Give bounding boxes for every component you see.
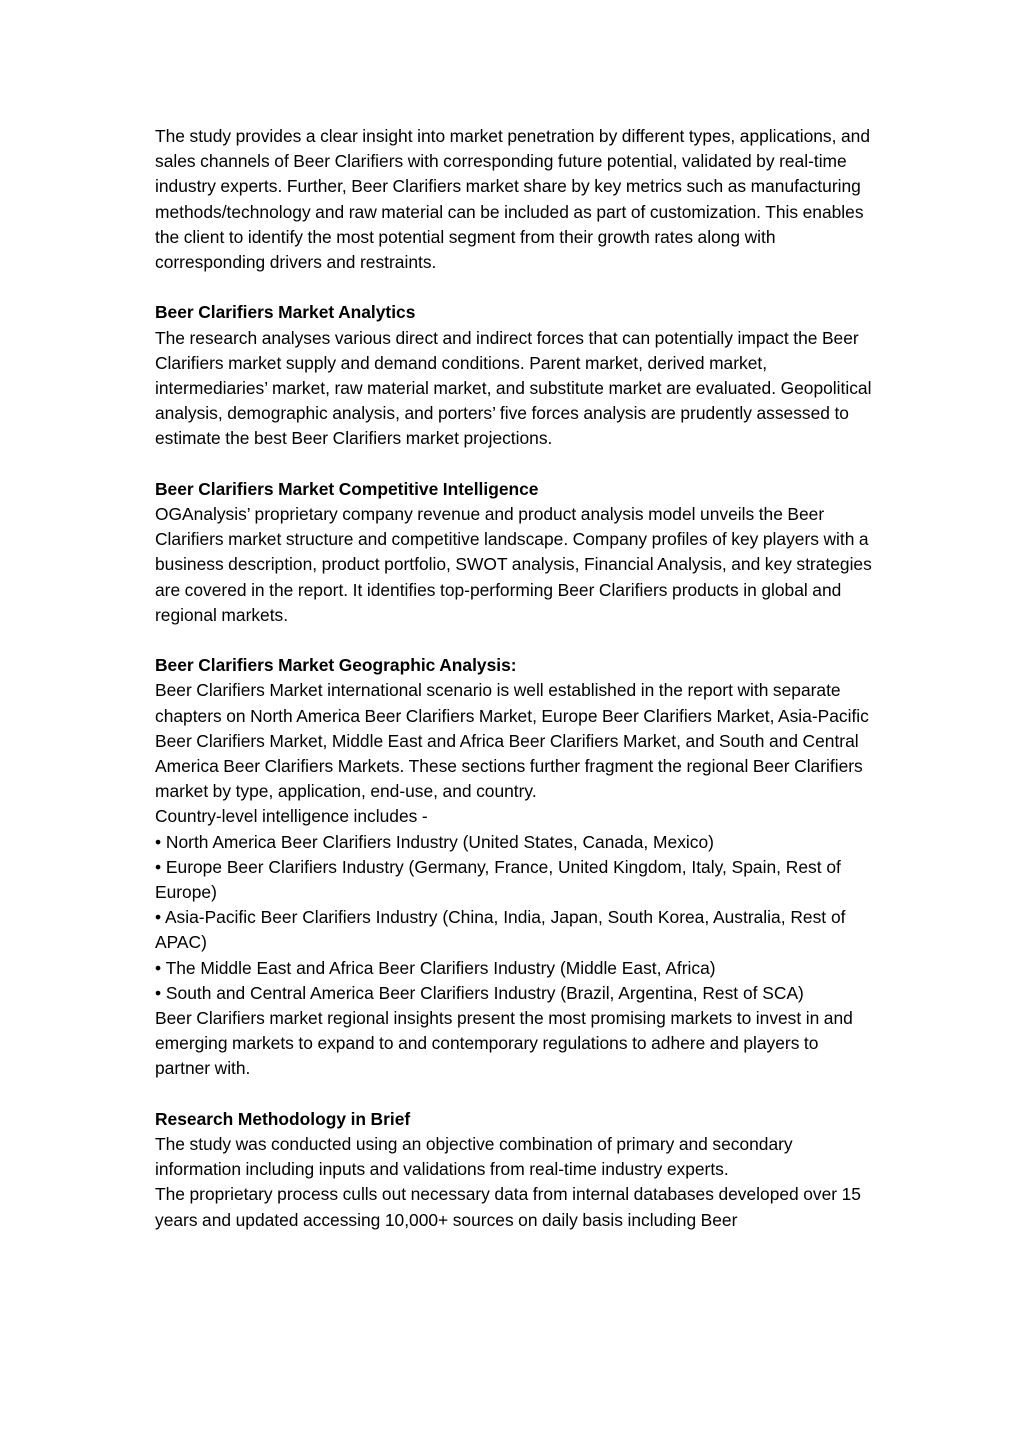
geographic-list-intro: Country-level intelligence includes - <box>155 806 428 827</box>
intro-paragraph: The study provides a clear insight into market penetration by different types, applications, and sales channels of Beer Clarifiers with corresponding future potential, validated by real-time industry experts. Further, Beer Clarifiers market share by key metrics such as manufacturing methods/technology and raw material can be included as part of customization. This enables the client to identify the most potential segment from their growth rates along with corresponding drivers and restraints. <box>155 126 871 273</box>
geographic-heading: Beer Clarifiers Market Geographic Analysis: <box>155 655 517 676</box>
geographic-section <box>155 653 875 1081</box>
list-item: • Europe Beer Clarifiers Industry (Germany, France, United Kingdom, Italy, Spain, Rest of Europe) <box>155 856 841 903</box>
methodology-section <box>155 1107 875 1233</box>
analytics-section <box>155 300 875 451</box>
methodology-paragraph-1: The study was conducted using an objective combination of primary and secondary information including inputs and validations from real-time industry experts. <box>155 1134 793 1180</box>
list-item: • North America Beer Clarifiers Industry (United States, Canada, Mexico) <box>155 831 714 852</box>
list-item: • The Middle East and Africa Beer Clarifiers Industry (Middle East, Africa) <box>155 957 716 978</box>
country-list <box>155 830 875 1006</box>
competitive-section <box>155 477 875 628</box>
analytics-paragraph: The research analyses various direct and indirect forces that can potentially impact the Beer Clarifiers market supply and demand conditions. Parent market, derived market, intermediaries’ market, raw material market, and substitute market are evaluated. Geopolitical analysis, demographic analysis, and porters’ five forces analysis are prudently assessed to estimate the best Beer Clarifiers market projections. <box>155 327 872 449</box>
methodology-heading: Research Methodology in Brief <box>155 1108 411 1129</box>
list-item: • Asia-Pacific Beer Clarifiers Industry (China, India, Japan, South Korea, Australia, Rest of APAC) <box>155 907 846 953</box>
analytics-heading: Beer Clarifiers Market Analytics <box>155 302 416 323</box>
document-page <box>155 124 875 1233</box>
methodology-paragraph-2: The proprietary process culls out necessary data from internal databases developed over 15 years and updated accessing 10,000+ sources on daily basis including Beer <box>155 1184 861 1230</box>
geographic-closing-paragraph: Beer Clarifiers market regional insights present the most promising markets to invest in and emerging markets to expand to and contemporary regulations to adhere and players to partner with. <box>155 1008 853 1079</box>
competitive-heading: Beer Clarifiers Market Competitive Intelligence <box>155 478 539 499</box>
geographic-paragraph: Beer Clarifiers Market international scenario is well established in the report with separate chapters on North America Beer Clarifiers Market, Europe Beer Clarifiers Market, Asia-Pacific Beer Clarifiers Market, Middle East and Africa Beer Clarifiers Market, and South and Central America Beer Clarifiers Markets. These sections further fragment the regional Beer Clarifiers market by type, application, end-use, and country. <box>155 680 869 802</box>
list-item: • South and Central America Beer Clarifiers Industry (Brazil, Argentina, Rest of SCA) <box>155 982 804 1003</box>
competitive-paragraph: OGAnalysis’ proprietary company revenue and product analysis model unveils the Beer Clarifiers market structure and competitive landscape. Company profiles of key players with a business description, product portfolio, SWOT analysis, Financial Analysis, and key strategies are covered in the report. It identifies top-performing Beer Clarifiers products in global and regional markets. <box>155 504 872 625</box>
